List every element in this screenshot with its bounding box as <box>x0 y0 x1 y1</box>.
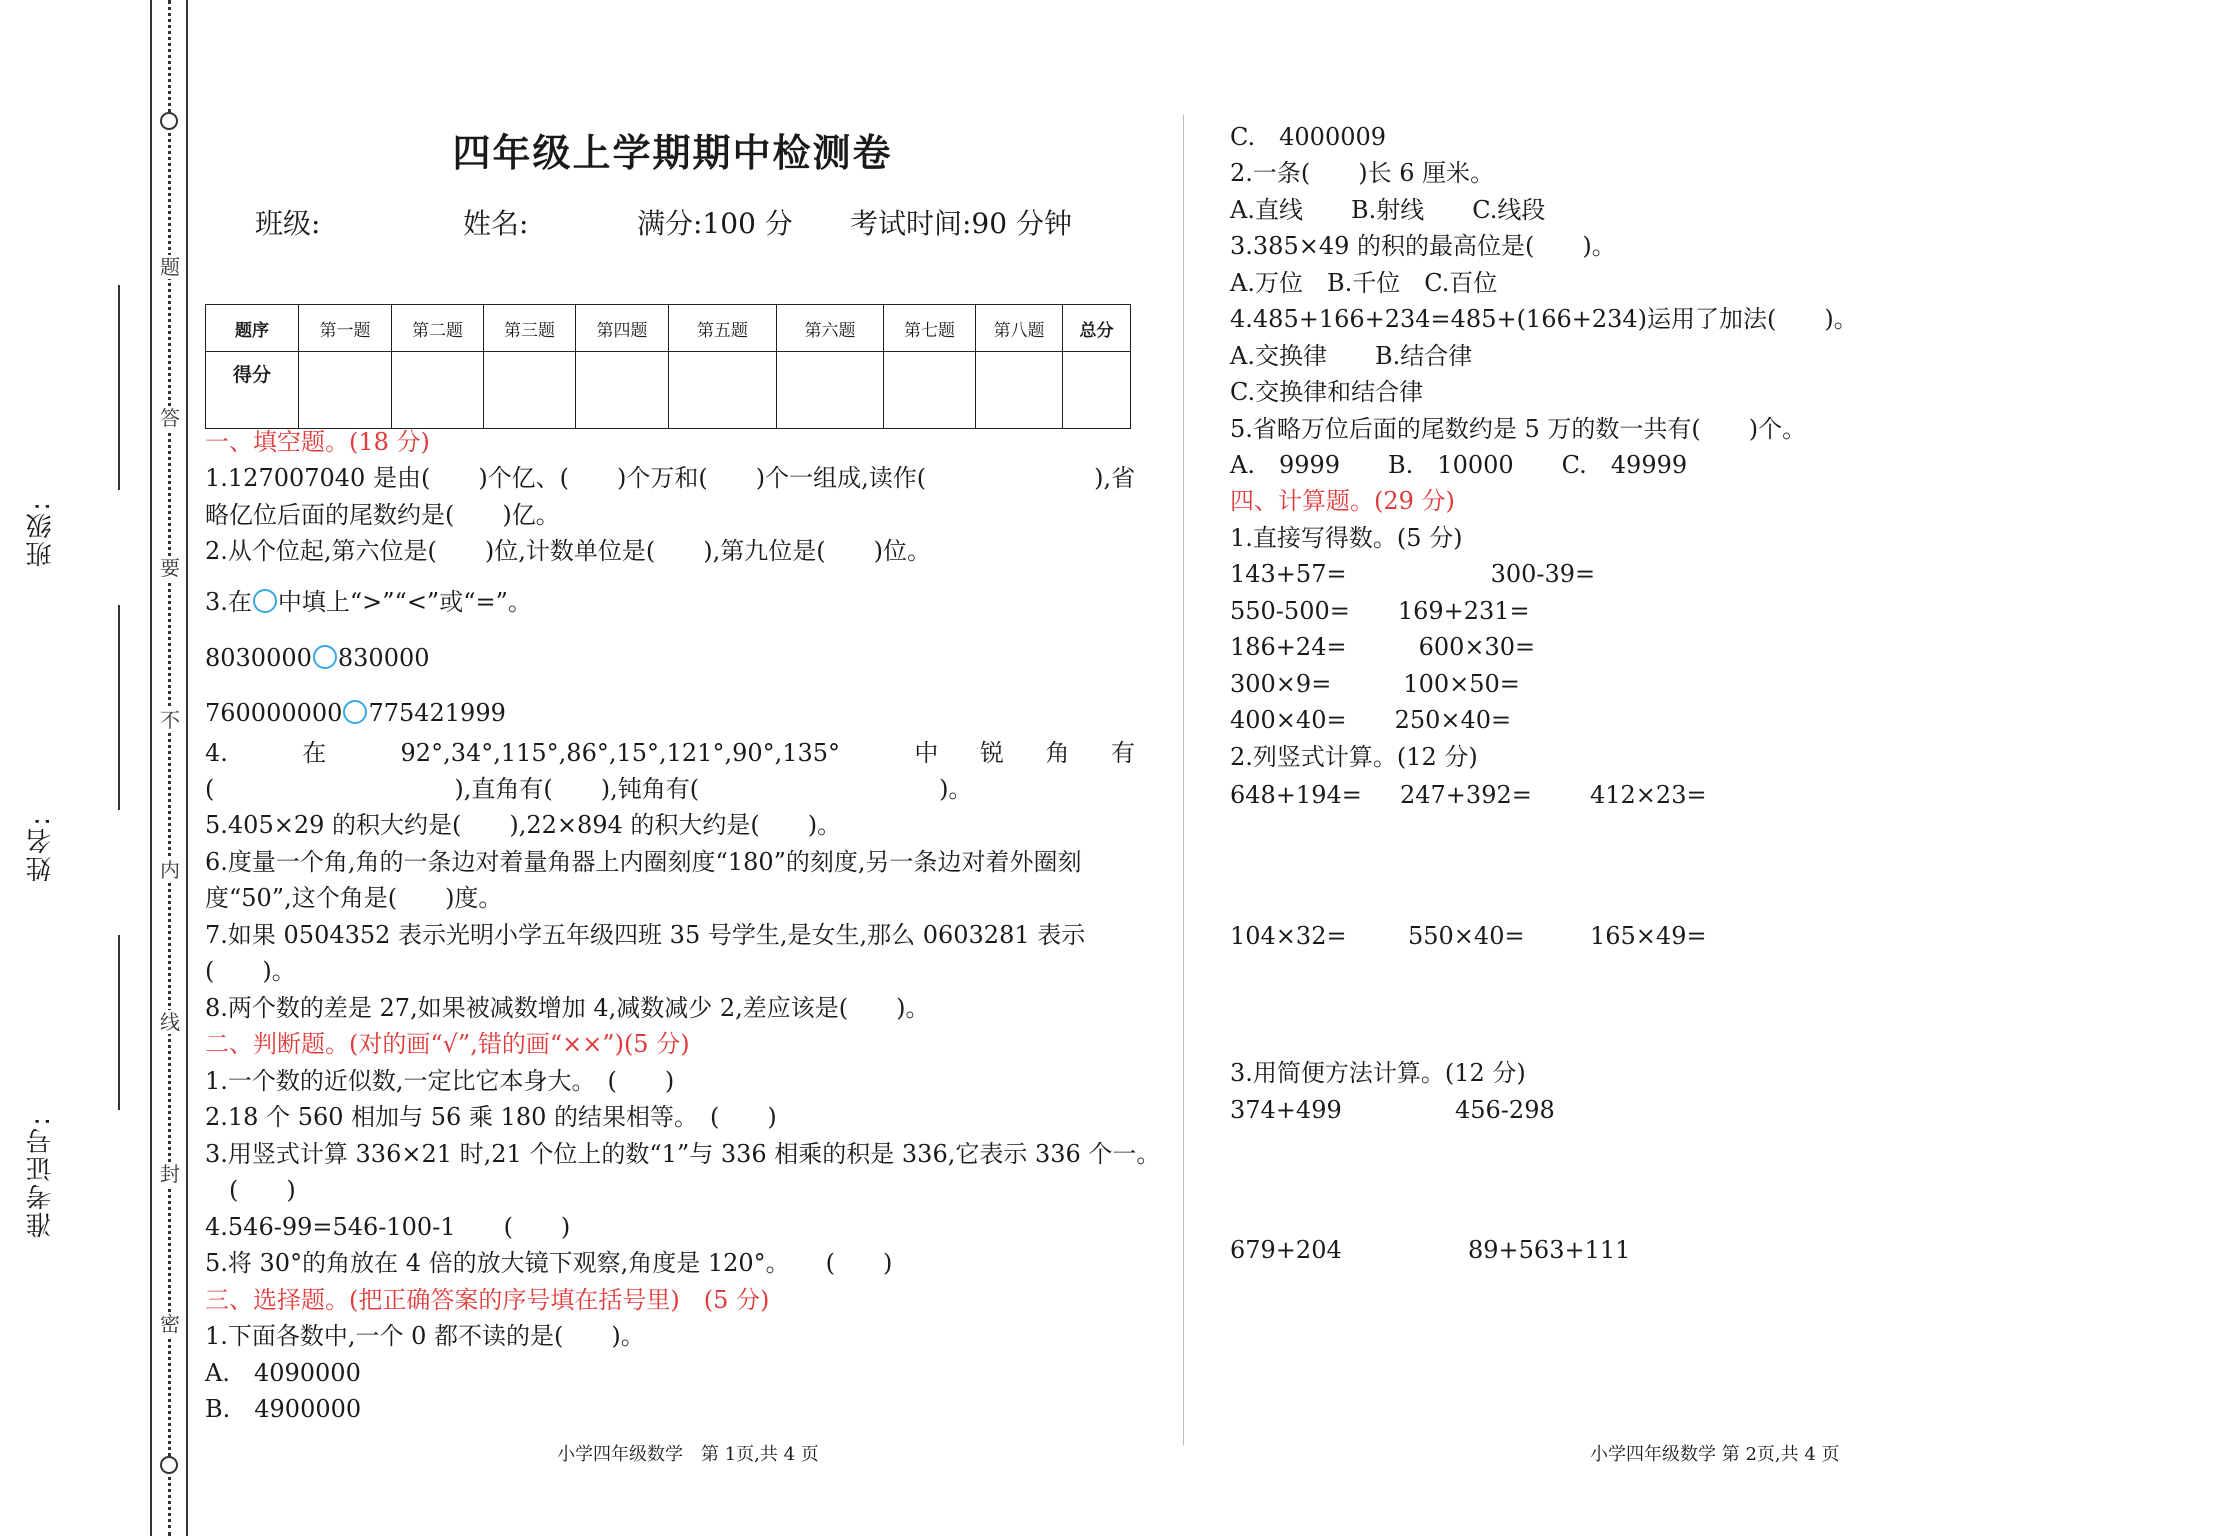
vertical-calc-item: 648+194= <box>1230 781 1362 809</box>
compare-right: 830000 <box>337 644 430 672</box>
simple-calc-item: 679+204 <box>1230 1236 1342 1264</box>
score-header-cell: 第一题 <box>299 305 392 352</box>
vertical-calc-item: 165×49= <box>1590 922 1707 950</box>
section-3-heading: 三、选择题。(把正确答案的序号填在括号里) (5 分) <box>205 1286 770 1314</box>
score-header-cell: 第六题 <box>777 305 884 352</box>
name-field-rule-bottom <box>118 935 120 1110</box>
compare-item-1 <box>205 643 430 673</box>
compare-left: 760000000 <box>205 699 343 727</box>
calc-line: 186+24= 600×30= <box>1230 633 1536 661</box>
option-line: A.万位 B.千位 C.百位 <box>1230 269 1498 297</box>
question-line: 1.直接写得数。(5 分) <box>1230 524 1463 552</box>
q3-intro-a: 3.在 <box>205 588 252 616</box>
info-name: 姓名: <box>463 207 529 240</box>
vertical-calc-item: 247+392= <box>1400 781 1532 809</box>
compare-circle-icon[interactable] <box>313 645 337 669</box>
question-line: 2.列竖式计算。(12 分) <box>1230 743 1478 771</box>
score-header-cell: 总分 <box>1063 305 1131 352</box>
exam-title: 四年级上学期期中检测卷 <box>452 131 893 175</box>
question-line: ( )。 <box>205 957 296 985</box>
question-line: 度“50”,这个角是( )度。 <box>205 884 503 912</box>
section-1-heading: 一、填空题。(18 分) <box>205 428 430 456</box>
option-line: C. 4000009 <box>1230 123 1387 151</box>
score-table <box>205 304 1131 429</box>
binding-line-right <box>186 0 188 1536</box>
calc-line: 400×40= 250×40= <box>1230 706 1512 734</box>
simple-calc-item: 456-298 <box>1455 1096 1555 1124</box>
class-field-rule <box>118 285 120 490</box>
score-cell[interactable] <box>392 352 484 429</box>
score-cell[interactable] <box>1063 352 1131 429</box>
seal-char-4: 不 <box>160 708 180 732</box>
score-header-cell: 第八题 <box>976 305 1063 352</box>
simple-calc-item: 89+563+111 <box>1468 1236 1631 1264</box>
exam-id-field-label: 准考证号: <box>26 1115 56 1238</box>
question-line: 4.546-99=546-100-1 ( ) <box>205 1213 571 1241</box>
score-header-cell: 第三题 <box>484 305 576 352</box>
binding-line-left <box>150 0 152 1536</box>
score-cell[interactable] <box>576 352 669 429</box>
compare-right: 775421999 <box>368 699 506 727</box>
question-line: 2.18 个 560 相加与 56 乘 180 的结果相等。 ( ) <box>205 1103 777 1131</box>
question-line: 1.下面各数中,一个 0 都不读的是( )。 <box>205 1322 645 1350</box>
question-line: ( ),直角有( ),钝角有( )。 <box>205 775 973 803</box>
option-line: A.直线 B.射线 C.线段 <box>1230 196 1546 224</box>
vertical-calc-item: 412×23= <box>1590 781 1707 809</box>
score-cell[interactable] <box>299 352 392 429</box>
seal-char-5: 内 <box>160 858 180 882</box>
question-line: 5.将 30°的角放在 4 倍的放大镜下观察,角度是 120°。 ( ) <box>205 1249 893 1277</box>
info-exam-time: 考试时间:90 分钟 <box>850 207 1072 240</box>
question-line: 3.用简便方法计算。(12 分) <box>1230 1059 1526 1087</box>
page-1 <box>205 0 1161 1536</box>
page-2-footer: 小学四年级数学 第 2页,共 4 页 <box>1590 1444 1840 1465</box>
question-line: 5.省略万位后面的尾数约是 5 万的数一共有( )个。 <box>1230 415 1807 443</box>
question-line: 1.127007040 是由( )个亿、( )个万和( )个一组成,读作( ),省 <box>205 464 1136 492</box>
info-class: 班级: <box>255 207 321 240</box>
class-field-label: 班级: <box>26 500 56 567</box>
calc-line: 300×9= 100×50= <box>1230 670 1520 698</box>
calc-line: 550-500= 169+231= <box>1230 597 1530 625</box>
compare-circle-icon[interactable] <box>343 700 367 724</box>
question-3-intro <box>205 587 532 617</box>
binding-margin <box>0 0 190 1536</box>
question-line: ( ) <box>205 1176 296 1204</box>
question-line: 2.一条( )长 6 厘米。 <box>1230 159 1495 187</box>
compare-left: 8030000 <box>205 644 312 672</box>
seal-char-6: 线 <box>160 1010 180 1034</box>
seal-char-1: 题 <box>160 255 180 279</box>
question-line: 5.405×29 的积大约是( ),22×894 的积大约是( )。 <box>205 811 842 839</box>
seal-circle-top <box>160 112 178 130</box>
score-header-cell: 第七题 <box>884 305 976 352</box>
score-header-cell: 题序 <box>206 305 299 352</box>
question-line: 6.度量一个角,角的一条边对着量角器上内圈刻度“180”的刻度,另一条边对着外圈刻 <box>205 848 1082 876</box>
question-line: 3.385×49 的积的最高位是( )。 <box>1230 232 1616 260</box>
option-line: A. 4090000 <box>205 1359 361 1387</box>
compare-item-2 <box>205 698 506 728</box>
page-1-footer: 小学四年级数学 第 1页,共 4 页 <box>557 1444 819 1465</box>
simple-calc-item: 374+499 <box>1230 1096 1342 1124</box>
calc-line: 143+57= 300-39= <box>1230 560 1596 588</box>
question-line: 7.如果 0504352 表示光明小学五年级四班 35 号学生,是女生,那么 0603281 表示 <box>205 921 1086 949</box>
score-cell[interactable] <box>669 352 777 429</box>
section-4-heading: 四、计算题。(29 分) <box>1230 487 1455 515</box>
option-line: A. 9999 B. 10000 C. 49999 <box>1230 451 1688 479</box>
q3-intro-b: 中填上“>”“<”或“=”。 <box>277 588 532 616</box>
section-2-heading: 二、判断题。(对的画“√”,错的画“××”)(5 分) <box>205 1030 690 1058</box>
vertical-calc-item: 550×40= <box>1408 922 1525 950</box>
seal-char-2: 答 <box>160 406 180 430</box>
question-line: 略亿位后面的尾数约是( )亿。 <box>205 501 560 529</box>
info-full-score: 满分:100 分 <box>637 207 793 240</box>
score-header-cell: 第四题 <box>576 305 669 352</box>
score-cell[interactable] <box>884 352 976 429</box>
score-header-cell: 第五题 <box>669 305 777 352</box>
compare-circle-icon <box>253 589 277 613</box>
question-line: 4. 在 92°,34°,115°,86°,15°,121°,90°,135° 中 锐 角 有 <box>205 739 1135 767</box>
score-cell[interactable] <box>484 352 576 429</box>
option-line: C.交换律和结合律 <box>1230 378 1424 406</box>
question-line: 1.一个数的近似数,一定比它本身大。 ( ) <box>205 1067 675 1095</box>
seal-char-8: 密 <box>160 1312 180 1336</box>
name-field-label: 姓名: <box>26 815 56 882</box>
question-line: 8.两个数的差是 27,如果被减数增加 4,减数减少 2,差应该是( )。 <box>205 994 930 1022</box>
seal-circle-bottom <box>160 1456 178 1474</box>
score-cell[interactable] <box>976 352 1063 429</box>
seal-char-7: 封 <box>160 1162 180 1186</box>
score-header-cell: 第二题 <box>392 305 484 352</box>
vertical-calc-item: 104×32= <box>1230 922 1347 950</box>
page-divider <box>1183 115 1184 1445</box>
seal-char-3: 要 <box>160 556 180 580</box>
option-line: A.交换律 B.结合律 <box>1230 342 1473 370</box>
page-2 <box>1230 0 2130 1536</box>
binding-dotted-line <box>168 0 171 1536</box>
option-line: B. 4900000 <box>205 1395 362 1423</box>
score-cell[interactable] <box>777 352 884 429</box>
score-row-label: 得分 <box>206 352 299 429</box>
question-line: 2.从个位起,第六位是( )位,计数单位是( ),第九位是( )位。 <box>205 537 931 565</box>
question-line: 3.用竖式计算 336×21 时,21 个位上的数“1”与 336 相乘的积是 336,它表示 336 个一。 <box>205 1140 1161 1168</box>
name-field-rule-top <box>118 605 120 810</box>
question-line: 4.485+166+234=485+(166+234)运用了加法( )。 <box>1230 305 1858 333</box>
